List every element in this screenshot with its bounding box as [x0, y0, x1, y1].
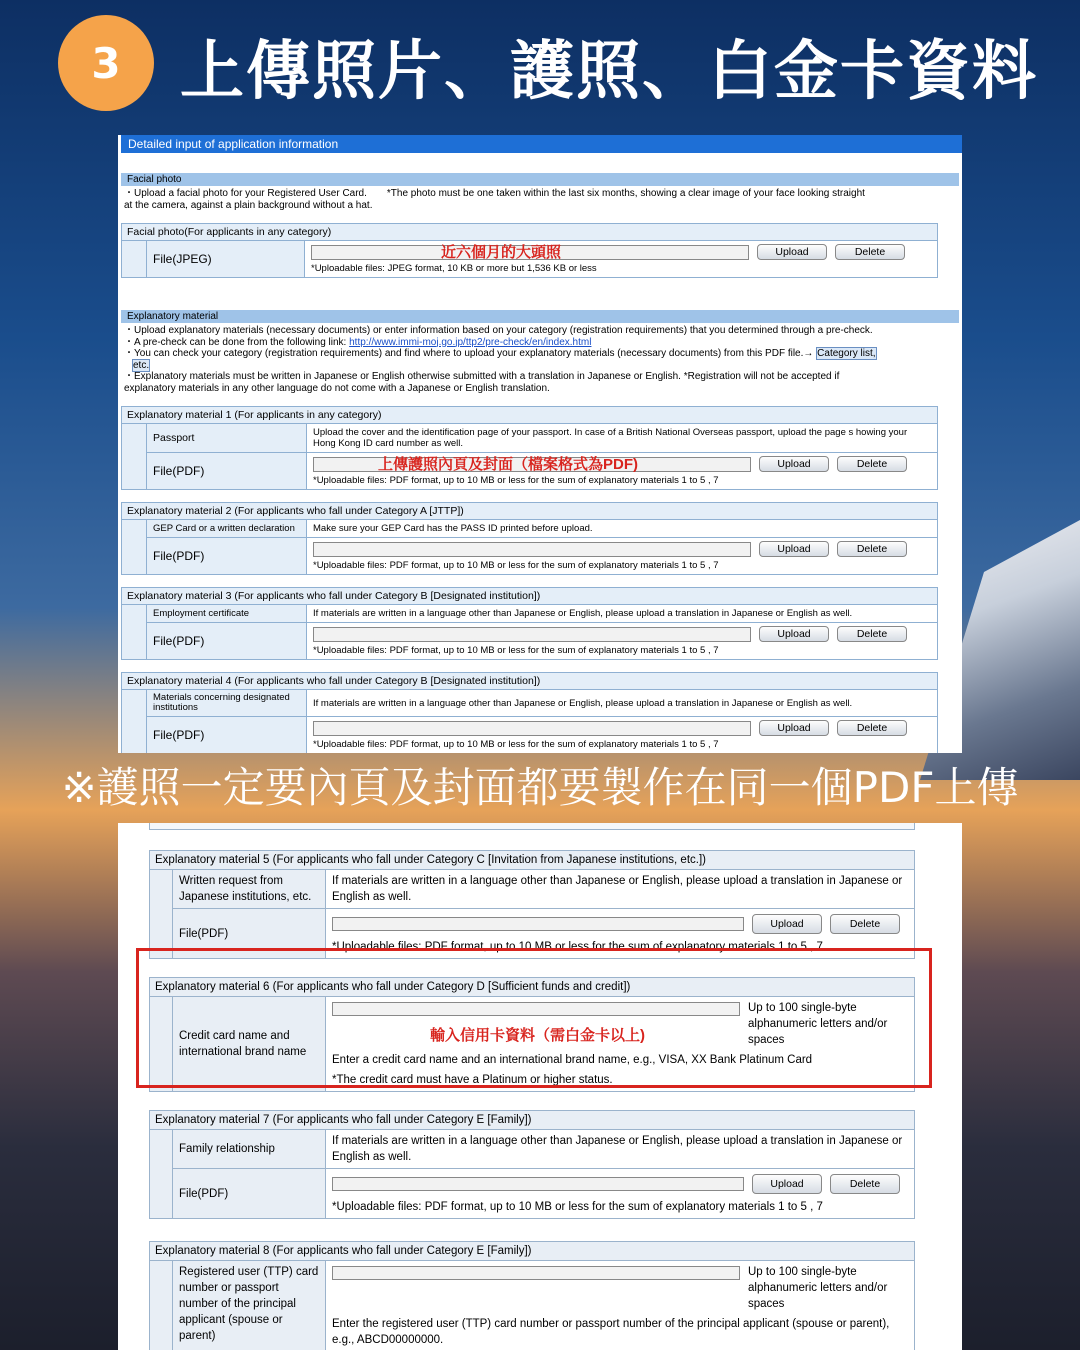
annotation-text: 上傳護照內頁及封面（檔案格式為PDF) [378, 456, 638, 473]
page-title: 上傳照片、護照、白金卡資料 [180, 35, 1038, 109]
material-2-block [121, 502, 938, 575]
desc-line: explanatory materials in any other language do not come with a Japanese or English translation. [124, 382, 550, 394]
material-4-block [121, 672, 938, 753]
upload-button[interactable]: Upload [759, 541, 829, 557]
upload-hint: *Uploadable files: PDF format, up to 10 MB or less for the sum of explanatory materials 1 to 5 , 7 [313, 645, 719, 656]
precheck-link[interactable]: http://www.immi-moj.go.jp/ttp2/pre-check/en/index.html [349, 336, 592, 348]
field-label: File(PDF) [147, 717, 307, 753]
char-limit: Up to 100 single-byte alphanumeric letters and/or spaces [748, 1002, 888, 1046]
field-label: Family relationship [173, 1130, 326, 1168]
field-label: Passport [147, 424, 307, 452]
file-input-family[interactable] [332, 1177, 744, 1191]
desc-line: ・You can check your category (registration requirements) and find where to upload your explanatory materials (necessary documents) from this PDF file.→ [124, 348, 817, 359]
facial-photo-desc [118, 186, 962, 213]
upload-hint: *Uploadable files: PDF format, up to 10 MB or less for the sum of explanatory materials 1 to 5 , 7 [313, 475, 719, 486]
delete-button[interactable]: Delete [837, 456, 907, 472]
desc-line: ・Upload explanatory materials (necessary documents) or enter information based on your category (registration requirements) that you determined through a pre-check. [124, 325, 873, 336]
block-header: Explanatory material 6 (For applicants who fall under Category D [Sufficient funds and credit]) [150, 978, 914, 997]
explanatory-desc [118, 323, 962, 396]
upload-button[interactable]: Upload [759, 626, 829, 642]
field-desc: Enter the registered user (TTP) card number or passport number of the principal applicant (spouse or parent), e.g., ABCD00000000. [332, 1318, 890, 1346]
block-header: Explanatory material 8 (For applicants who fall under Category E [Family]) [150, 1242, 914, 1261]
delete-button[interactable]: Delete [837, 541, 907, 557]
upload-hint: *Uploadable files: PDF format, up to 10 MB or less for the sum of explanatory materials 1 to 5 , 7 [313, 739, 719, 750]
facial-desc-line: ・Upload a facial photo for your Registered User Card. *The photo must be one taken within the last six months, showing a clear image of your face looking straight [124, 188, 865, 199]
file-input-designated[interactable] [313, 721, 751, 736]
delete-button[interactable]: Delete [835, 244, 905, 260]
indent-cell [122, 605, 147, 659]
field-desc: If materials are written in a language other than Japanese or English, please upload a translation in Japanese or English as well. [313, 697, 853, 709]
upload-hint: *Uploadable files: PDF format, up to 10 MB or less for the sum of explanatory materials 1 to 5 , 7 [313, 560, 719, 571]
field-desc: If materials are written in a language other than Japanese or English, please upload a translation in Japanese or English as well. [332, 1135, 903, 1163]
field-desc: Enter a credit card name and an international brand name, e.g., VISA, XX Bank Platinum Card [332, 1054, 813, 1066]
field-desc: Upload the cover and the identification page of your passport. In case of a British National Overseas passport, upload the page s howing your Hong Kong ID card number as well. [313, 427, 908, 449]
annotation-text: 輸入信用卡資料（需白金卡以上) [430, 1027, 645, 1044]
block-header: Facial photo(For applicants in any category) [122, 224, 937, 241]
upload-button[interactable]: Upload [752, 914, 822, 934]
file-input-invitation[interactable] [332, 917, 744, 931]
file-input-employment[interactable] [313, 627, 751, 642]
desc-line: ・A pre-check can be done from the following link: [124, 336, 350, 348]
material-1-block [121, 406, 938, 490]
ttp-card-input[interactable] [332, 1266, 740, 1280]
block-header: Explanatory material 3 (For applicants who fall under Category B [Designated institution]) [122, 588, 937, 605]
indent-cell [150, 1261, 173, 1350]
block-header: Explanatory material 7 (For applicants who fall under Category E [Family]) [150, 1111, 914, 1130]
upload-button[interactable]: Upload [759, 720, 829, 736]
upload-hint: *Uploadable files: PDF format, up to 10 MB or less for the sum of explanatory materials 1 to 5 , 7 [332, 1201, 823, 1213]
form-heading: Detailed input of application information [121, 135, 962, 153]
form-screenshot-bottom [118, 823, 962, 1350]
field-label: Written request from Japanese institutions, etc. [173, 870, 326, 908]
field-label: File(PDF) [147, 453, 307, 489]
field-label: Registered user (TTP) card number or passport number of the principal applicant (spouse or parent) [173, 1261, 326, 1350]
field-desc: If materials are written in a language other than Japanese or English, please upload a translation in Japanese or English as well. [332, 875, 903, 903]
category-list-link-cont[interactable]: etc. [133, 359, 150, 371]
field-desc: If materials are written in a language other than Japanese or English, please upload a translation in Japanese or English as well. [313, 608, 853, 619]
upload-button[interactable]: Upload [752, 1174, 822, 1194]
indent-cell [122, 690, 147, 753]
material-8-block [149, 1241, 915, 1350]
annotation-text: 近六個月的大頭照 [441, 244, 562, 261]
prev-block-edge [149, 823, 915, 830]
desc-line: ・Explanatory materials must be written in Japanese or English otherwise submitted with a translation in Japanese or English. *Registration will not be accepted if [124, 371, 840, 382]
field-label: File(PDF) [173, 909, 326, 958]
field-label: Credit card name and international brand name [173, 997, 326, 1091]
field-label: Materials concerning designated institutions [147, 690, 307, 716]
char-limit: Up to 100 single-byte alphanumeric letters and/or spaces [748, 1266, 888, 1310]
field-label: File(PDF) [147, 538, 307, 574]
material-3-block [121, 587, 938, 660]
indent-cell [150, 1130, 173, 1218]
facial-photo-block [121, 223, 938, 278]
block-header: Explanatory material 4 (For applicants who fall under Category B [Designated institution]) [122, 673, 937, 690]
indent-cell [150, 870, 173, 958]
indent-cell [122, 241, 147, 277]
delete-button[interactable]: Delete [837, 720, 907, 736]
block-header: Explanatory material 2 (For applicants who fall under Category A [JTTP]) [122, 503, 937, 520]
block-header: Explanatory material 1 (For applicants in any category) [122, 407, 937, 424]
explanatory-bar: Explanatory material [121, 310, 959, 323]
block-header: Explanatory material 5 (For applicants who fall under Category C [Invitation from Japanese institutions, etc.]) [150, 851, 914, 870]
upload-button[interactable]: Upload [757, 244, 827, 260]
field-label: Employment certificate [147, 605, 307, 622]
field-desc: *The credit card must have a Platinum or higher status. [332, 1074, 613, 1086]
highlight-box [136, 948, 932, 1088]
header [0, 0, 1080, 130]
delete-button[interactable]: Delete [830, 1174, 900, 1194]
step-badge: 3 [58, 15, 154, 111]
field-label: GEP Card or a written declaration [147, 520, 307, 537]
field-desc: Make sure your GEP Card has the PASS ID printed before upload. [313, 523, 593, 534]
upload-hint: *Uploadable files: PDF format, up to 10 MB or less for the sum of explanatory materials 1 to 5 , 7 [332, 941, 823, 953]
upload-hint: *Uploadable files: JPEG format, 10 KB or more but 1,536 KB or less [311, 263, 597, 274]
passport-note: ※護照一定要內頁及封面都要製作在同一個PDF上傳 [61, 763, 1019, 812]
material-7-block [149, 1110, 915, 1219]
indent-cell [122, 520, 147, 574]
field-label: File(PDF) [173, 1169, 326, 1218]
facial-photo-bar: Facial photo [121, 173, 959, 186]
delete-button[interactable]: Delete [837, 626, 907, 642]
field-label: File(PDF) [147, 623, 307, 659]
material-5-block [149, 850, 915, 959]
form-screenshot-top [118, 135, 962, 753]
delete-button[interactable]: Delete [830, 914, 900, 934]
category-list-link[interactable]: Category list, [817, 348, 876, 359]
facial-desc-line: at the camera, against a plain background without a hat. [124, 199, 373, 211]
file-input-gep[interactable] [313, 542, 751, 557]
indent-cell [122, 424, 147, 489]
upload-button[interactable]: Upload [759, 456, 829, 472]
field-label: File(JPEG) [147, 241, 305, 277]
